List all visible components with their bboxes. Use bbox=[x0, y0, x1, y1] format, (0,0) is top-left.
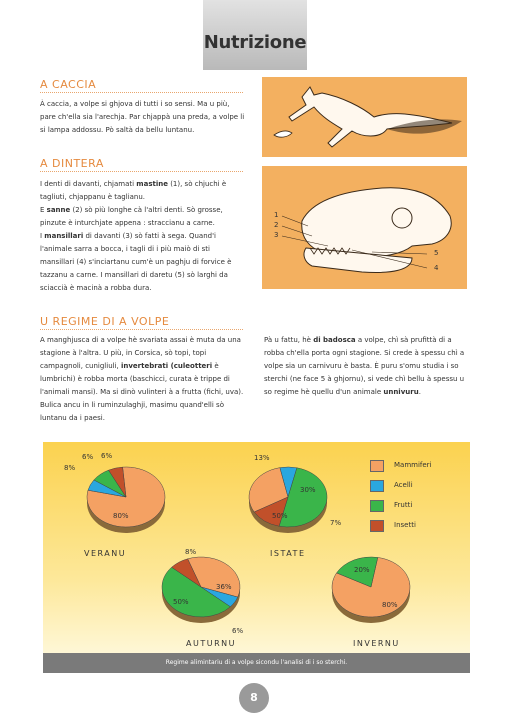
season-label-invernu: INVERNU bbox=[353, 639, 400, 648]
pie-label: 36% bbox=[216, 583, 232, 591]
pie-label: 6% bbox=[101, 452, 113, 460]
season-label-veranu: VERANU bbox=[84, 549, 127, 558]
skull-label-2: 2 bbox=[274, 221, 279, 229]
term-invertebrati: invertebrati (culeotteri bbox=[120, 362, 213, 370]
text-run: I denti di davanti, chjamati bbox=[40, 180, 137, 188]
divider bbox=[40, 171, 243, 172]
divider bbox=[40, 329, 243, 330]
text-caccia: À caccia, a volpe si ghjova di tutti i so sensi. Ma u più, pare ch'ella sia l'arechja. Par chjappà una preda, a volpe li si lampa addossu. Pò saltà da bellu luntanu. bbox=[40, 100, 245, 134]
term-badosca: di badosca bbox=[313, 336, 356, 344]
pie-label: 80% bbox=[113, 512, 129, 520]
pie-label: 20% bbox=[354, 566, 370, 574]
text-dintera-1 bbox=[40, 178, 246, 204]
text-regime-col1 bbox=[40, 334, 246, 425]
legend-label: Frutti bbox=[394, 501, 413, 509]
text-run: è lumbrichi) è robba morta (baschicci, curata è trippe di l'animali mansi). Ma si dinò vulinteri à a frutta (fichi, uva). Bulica ancu in li ruminzulaghji, masimu quand'elli sò luntanu da i paesi. bbox=[40, 362, 244, 422]
text-run: di davanti (3) sò fatti à sega. Quand'i l'animale sarra a bocca, i tagli di i più maiò di sti mansillari (4) s'inciartanu cum'è un paghju di forvice è tazzanu a carne. I mansillari di daretu (5) sò larghi da sciaccià è macinà a robba dura. bbox=[40, 232, 232, 292]
pie-label: 8% bbox=[64, 464, 76, 472]
legend-label: Insetti bbox=[394, 521, 416, 529]
term-unnivuru: unnivuru bbox=[383, 388, 419, 396]
text-run: I bbox=[40, 232, 45, 240]
term-sanne: sanne bbox=[46, 206, 71, 214]
title-box bbox=[203, 0, 307, 70]
legend-label: Mammiferi bbox=[394, 461, 432, 469]
pie-label: 50% bbox=[173, 598, 189, 606]
term-mastine: mastine bbox=[136, 180, 168, 188]
pie-label: 13% bbox=[254, 454, 270, 462]
divider bbox=[40, 92, 243, 93]
heading-regime: U REGIME DI A VOLPE bbox=[40, 315, 170, 328]
pie-label: 80% bbox=[382, 601, 398, 609]
pie-label: 8% bbox=[185, 548, 197, 556]
legend-swatch bbox=[370, 500, 384, 512]
skull-label-1: 1 bbox=[274, 211, 279, 219]
page-number: 8 bbox=[239, 683, 269, 713]
legend-swatch bbox=[370, 520, 384, 532]
legend-label: Acelli bbox=[394, 481, 413, 489]
text-run: (1), sò chjuchi è tagliuti, chjappanu è taglianu. bbox=[40, 180, 227, 201]
text-regime-col2 bbox=[264, 334, 470, 399]
heading-caccia: A CACCIA bbox=[40, 78, 97, 91]
legend-swatch bbox=[370, 480, 384, 492]
skull-label-3: 3 bbox=[274, 231, 279, 239]
pie-label: 7% bbox=[330, 519, 342, 527]
term-mansillari: mansillari bbox=[44, 232, 84, 240]
pie-label: 6% bbox=[82, 453, 94, 461]
season-label-auturnu: AUTURNU bbox=[186, 639, 236, 648]
chart-caption: Regime alimintariu di a volpe sicondu l'analisi di i so sterchi. bbox=[43, 653, 470, 673]
text-dintera-2 bbox=[40, 204, 246, 230]
pie-label: 30% bbox=[300, 486, 316, 494]
legend-swatch bbox=[370, 460, 384, 472]
pie-label: 50% bbox=[272, 512, 288, 520]
diet-pie-charts bbox=[43, 442, 470, 653]
heading-dintera: A DINTERA bbox=[40, 157, 104, 170]
page-title: Nutrizione bbox=[203, 32, 307, 53]
text-run: (2) sò più longhe cà l'altri denti. Sò grosse, pinzute è inturchjate appena : straccianu a carne. bbox=[40, 206, 223, 227]
text-run: . bbox=[418, 388, 421, 396]
skull-illustration bbox=[262, 166, 467, 289]
text-run: a volpe, chì sà prufittà di a robba ch'ella porta ogni stagione. Si crede à spessu chì a volpe sia un carnivuru è basta. È puru s'omu studia i so sterchi (ne face 5 à ghjornu), si vede chì bellu à spessu u so regime hè quellu d'un animale bbox=[264, 336, 465, 396]
text-run: Pà u fattu, hè bbox=[264, 336, 314, 344]
pie-label: 6% bbox=[232, 627, 244, 635]
text-dintera-3 bbox=[40, 230, 246, 295]
leaping-fox-icon bbox=[262, 77, 467, 157]
skull-label-5: 5 bbox=[434, 249, 439, 257]
skull-label-4: 4 bbox=[434, 264, 439, 272]
fox-illustration bbox=[262, 77, 467, 157]
season-label-istate: ISTATE bbox=[270, 549, 306, 558]
text-run: E bbox=[40, 206, 47, 214]
text-run: A manghjusca di a volpe hè svariata assai è muta da una stagione à l'altra. U più, in Corsica, sò topi, topi campagnoli, cunigliuli, bbox=[40, 336, 241, 370]
